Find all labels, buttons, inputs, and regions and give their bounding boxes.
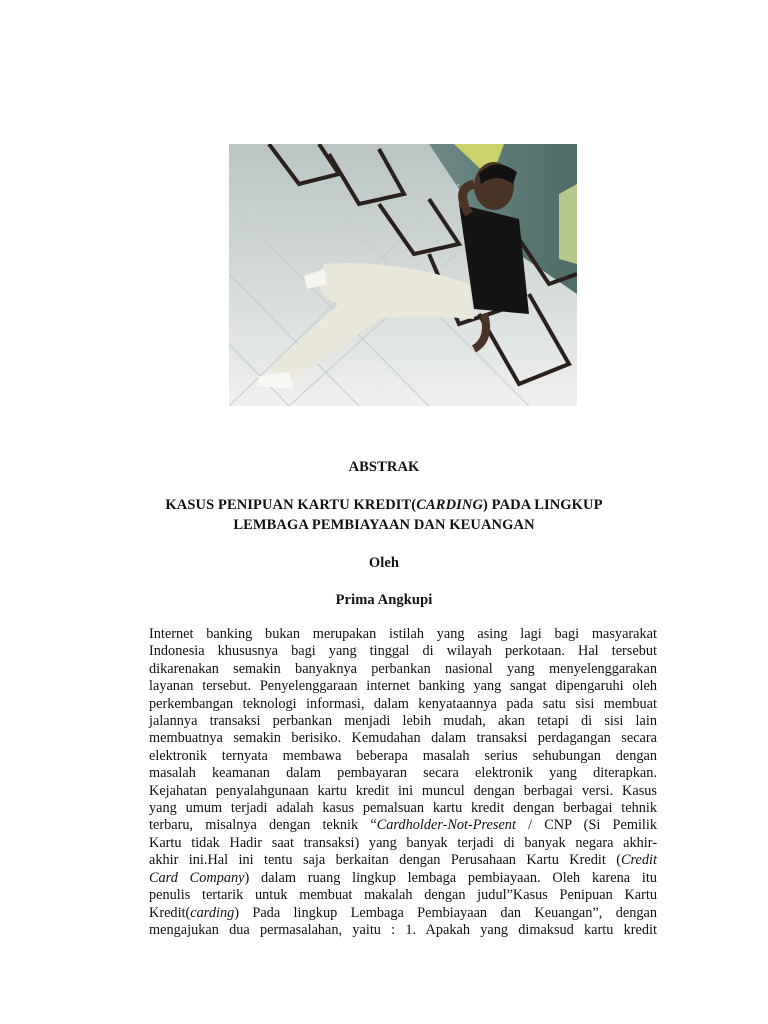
body-emphasis: carding xyxy=(190,904,235,921)
body-text: ) dalam ruang lingkup lembaga pembiayaan. Oleh karena itu xyxy=(244,869,657,886)
body-line: Kejahatan penyalahgunaan kartu kredit ini muncul dengan berbagai versi. Kasus xyxy=(149,782,657,799)
body-line xyxy=(149,852,657,869)
body-line: jalannya transaksi perbankan menjadi lebih mudah, akan tetapi di sisi lain xyxy=(149,713,657,730)
body-line: masalah keamanan dalam pembayaran secara elektronik yang diterapkan. xyxy=(149,765,657,782)
body-line: Internet banking bukan merupakan istilah yang asing lagi bagi masyarakat xyxy=(149,626,657,642)
body-line: elektronik ternyata membawa beberapa masalah serius sehubungan dengan xyxy=(149,747,657,764)
body-line: layanan tersebut. Penyelenggaraan internet banking yang sangat dipengaruhi oleh xyxy=(149,678,657,695)
body-text: ) Pada lingkup Lembaga Pembiayaan dan Keuangan”, dengan xyxy=(234,904,657,921)
author-photo xyxy=(229,144,577,406)
document-title-line1 xyxy=(120,497,648,514)
body-line xyxy=(149,817,657,834)
body-emphasis: Cardholder-Not-Present xyxy=(376,817,516,834)
body-emphasis: Credit xyxy=(620,852,657,869)
abstract-body xyxy=(149,626,657,939)
body-text: Kredit( xyxy=(149,904,191,921)
body-emphasis: Card Company xyxy=(149,869,245,886)
body-line: Indonesia khususnya bagi yang tinggal di wilayah perkotaan. Hal tersebut xyxy=(149,643,657,660)
byline-label: Oleh xyxy=(368,555,400,571)
body-text: / CNP (Si Pemilik xyxy=(515,817,658,834)
body-line: yang umum terjadi adalah kasus pemalsuan kartu kredit dengan berbagai tehnik xyxy=(149,800,657,817)
body-text: akhir ini.Hal ini tentu saja berkaitan dengan Perusahaan Kartu Kredit ( xyxy=(149,852,621,869)
abstract-heading: ABSTRAK xyxy=(348,459,420,475)
title-emphasis: CARDING xyxy=(416,497,484,513)
body-line: Kartu tidak Hadir saat transaksi) yang banyak terjadi di banyak negara akhir- xyxy=(149,834,657,851)
body-line: penulis tertarik untuk membuat makalah dengan judul”Kasus Penipuan Kartu xyxy=(149,887,657,904)
author-name: Prima Angkupi xyxy=(335,592,433,608)
body-text: terbaru, misalnya dengan teknik “ xyxy=(149,817,377,834)
body-line: perkembangan teknologi informasi, dalam kenyataannya pada satu sisi membuat xyxy=(149,695,657,712)
body-line: membuatnya semakin berisiko. Kemudahan dalam transaksi perdagangan secara xyxy=(149,730,657,747)
body-line: dikarenakan semakin banyaknya perbankan nasional yang menyelenggarakan xyxy=(149,660,657,677)
body-line xyxy=(149,905,657,922)
body-line: mengajukan dua permasalahan, yaitu : 1. Apakah yang dimaksud kartu kredit xyxy=(149,921,657,938)
document-title-line2: LEMBAGA PEMBIAYAAN DAN KEUANGAN xyxy=(233,517,535,533)
body-line xyxy=(149,870,657,887)
title-text: KASUS PENIPUAN KARTU KREDIT( xyxy=(165,497,417,513)
title-text: ) PADA LINGKUP xyxy=(483,497,603,513)
